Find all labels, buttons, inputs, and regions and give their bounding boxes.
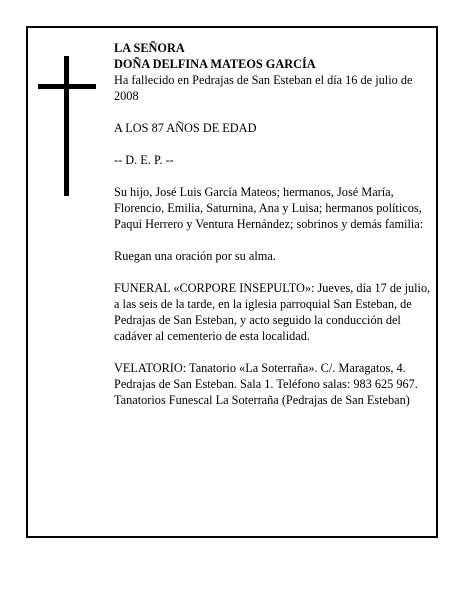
obituary-text xyxy=(114,40,432,408)
funeral-home: Tanatorios Funescal La Soterraña (Pedrajas de San Esteban) xyxy=(114,393,410,407)
title-label: LA SEÑORA xyxy=(114,41,185,55)
wake-info: VELATORIO: Tanatorio «La Soterraña». C/. Maragatos, 4. Pedrajas de San Esteban. Sala 1. Teléfono salas: 983 625 967. xyxy=(114,361,418,391)
age-notice: A LOS 87 AÑOS DE EDAD xyxy=(114,121,257,135)
rip-notice: -- D. E. P. -- xyxy=(114,153,174,167)
prayer-request: Ruegan una oración por su alma. xyxy=(114,249,276,263)
death-notice: Ha fallecido en Pedrajas de San Esteban el día 16 de julio de 2008 xyxy=(114,73,413,103)
deceased-name: DOÑA DELFINA MATEOS GARCÍA xyxy=(114,57,316,71)
cross-icon-bar xyxy=(38,84,96,89)
family-list: Su hijo, José Luis García Mateos; hermanos, José María, Florencio, Emilia, Saturnina, Ana y Luisa; hermanos políticos, Paqui Herrero y Ventura Hernández; sobrinos y demás familia: xyxy=(114,185,424,231)
cross-icon xyxy=(64,56,69,196)
funeral-info: FUNERAL «CORPORE INSEPULTO»: Jueves, día 17 de julio, a las seis de la tarde, en la iglesia parroquial San Esteban, de Pedrajas de San Esteban, y acto seguido la conducción del cadáver al cementerio de esta localidad. xyxy=(114,281,431,343)
